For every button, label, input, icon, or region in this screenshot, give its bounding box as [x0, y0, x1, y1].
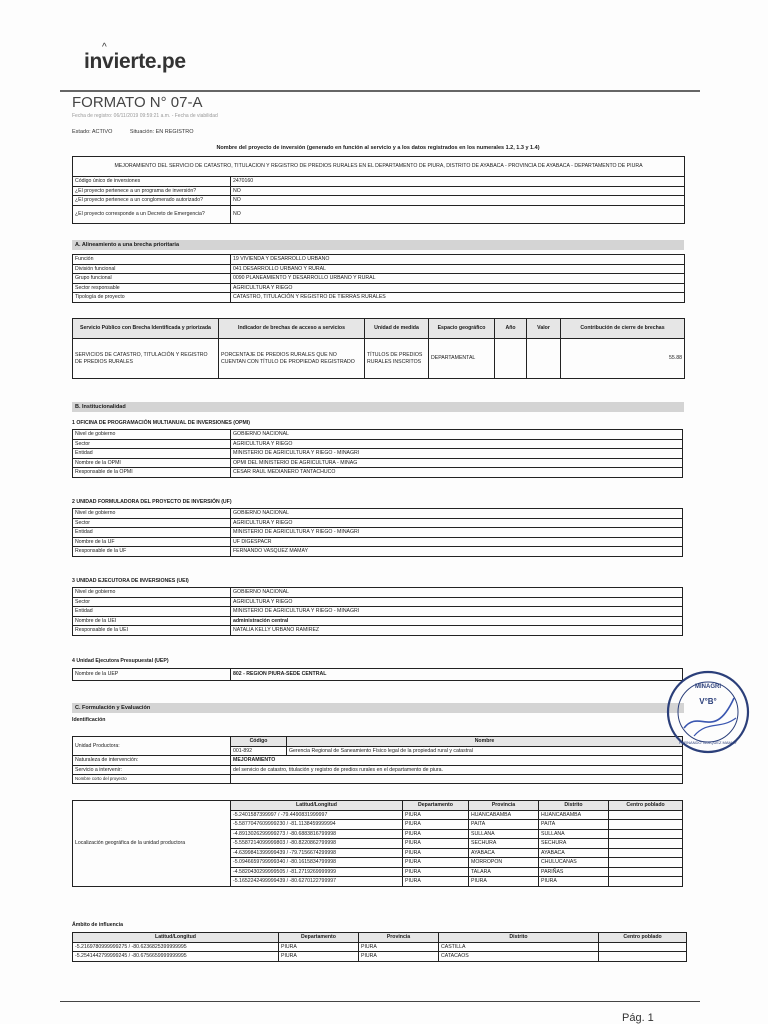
field-label: Nombre de la UEP — [73, 669, 231, 681]
provincia-cell: PAITA — [469, 820, 539, 830]
latlng-cell: -5.2401587399997 / -79.4490831999997 — [231, 810, 403, 820]
centro-poblado-cell — [609, 839, 683, 849]
registration-date: Fecha de registro: 06/11/2019 09:59:21 a.m. - Fecha de viabilidad — [72, 113, 218, 119]
location-header: Latitud/Longitud — [231, 801, 403, 811]
distrito-cell: CHULUCANAS — [539, 858, 609, 868]
field-value: AGRICULTURA Y RIEGO — [231, 439, 683, 449]
gap-header: Valor — [527, 319, 561, 339]
centro-poblado-cell — [609, 848, 683, 858]
uep-table — [72, 668, 683, 681]
field-value: administración central — [231, 616, 683, 626]
nombre-header: Nombre — [287, 737, 683, 747]
provincia-cell: TALARA — [469, 867, 539, 877]
field-label: Grupo funcional — [73, 274, 231, 284]
latlng-cell: -5.2541442799999245 / -80.6756659999999995 — [73, 952, 279, 962]
gap-header: Contribución de cierre de brechas — [561, 319, 685, 339]
centro-poblado-cell — [609, 858, 683, 868]
latlng-cell: -5.5587214099999803 / -80.8220862799998 — [231, 839, 403, 849]
gap-header: Espacio geográfico — [429, 319, 495, 339]
field-value: MINISTERIO DE AGRICULTURA Y RIEGO - MINAGRI — [231, 607, 683, 617]
gap-cell: PORCENTAJE DE PREDIOS RURALES QUE NO CUENTAN CON TÍTULO DE PROPIEDAD REGISTRADO — [219, 339, 365, 379]
field-value: AGRICULTURA Y RIEGO — [231, 518, 683, 528]
field-value: FERNANDO VASQUEZ MAMAY — [231, 547, 683, 557]
stamp-line2: V°B° — [699, 697, 717, 706]
ambito-title: Ámbito de influencia — [72, 922, 124, 928]
header-rule — [60, 90, 700, 92]
field-label: Sector — [73, 439, 231, 449]
field-label: Entidad — [73, 449, 231, 459]
field-value: 2470160 — [231, 177, 685, 187]
field-value: GOBIERNO NACIONAL — [231, 588, 683, 598]
distrito-cell: PAITA — [539, 820, 609, 830]
departamento-cell: PIURA — [279, 952, 359, 962]
codigo-header: Código — [231, 737, 287, 747]
ambito-header: Centro poblado — [599, 933, 687, 943]
project-name: MEJORAMIENTO DEL SERVICIO DE CATASTRO, TITULACION Y REGISTRO DE PREDIOS RURALES EN EL DEPARTAMENTO DE PIURA, DISTRITO DE AYABACA - PROVINCIA DE AYABACA - DEPARTAMENTO DE PIURA — [73, 157, 685, 177]
naturaleza-value: MEJORAMIENTO — [231, 756, 683, 766]
field-value: 19 VIVIENDA Y DESARROLLO URBANO — [231, 255, 685, 265]
project-name-note: Nombre del proyecto de inversión (generado en función al servicio y a los datos registrados en los numerales 1.2, 1.3 y 1.4) — [216, 145, 540, 151]
opmi-title: 1 OFICINA DE PROGRAMACIÓN MULTIANUAL DE INVERSIONES (OPMI) — [72, 420, 251, 426]
unidad-productora-label: Unidad Productora: — [73, 737, 231, 756]
centro-poblado-cell — [609, 867, 683, 877]
field-value: GOBIERNO NACIONAL — [231, 509, 683, 519]
field-label: ¿El proyecto corresponde a un Decreto de Emergencia? — [73, 205, 231, 223]
departamento-cell: PIURA — [403, 877, 469, 887]
field-value: UF DIGESPACR — [231, 537, 683, 547]
field-value: 041 DESARROLLO URBANO Y RURAL — [231, 264, 685, 274]
nombre-corto-value — [231, 775, 683, 784]
field-value: MINISTERIO DE AGRICULTURA Y RIEGO - MINAGRI — [231, 528, 683, 538]
gap-header: Unidad de medida — [365, 319, 429, 339]
ambito-header: Distrito — [439, 933, 599, 943]
provincia-cell: SULLANA — [469, 829, 539, 839]
location-header: Distrito — [539, 801, 609, 811]
ambito-table — [72, 932, 687, 962]
distrito-cell: HUANCABAMBA — [539, 810, 609, 820]
uep-title: 4 Unidad Ejecutora Presupuestal (UEP) — [72, 658, 169, 664]
ambito-header: Latitud/Longitud — [73, 933, 279, 943]
field-label: Responsable de la OPMI — [73, 468, 231, 478]
centro-poblado-cell — [609, 877, 683, 887]
provincia-cell: PIURA — [469, 877, 539, 887]
stamp-line3: FERNANDO VASQUEZ MAMAY — [679, 740, 737, 745]
field-label: División funcional — [73, 264, 231, 274]
section-c-title: C. Formulación y Evaluación — [72, 703, 684, 713]
latlng-cell: -5.1652242499999439 / -80.6270122799997 — [231, 877, 403, 887]
departamento-cell: PIURA — [403, 848, 469, 858]
field-label: Sector responsable — [73, 283, 231, 293]
field-label: Código único de inversiones — [73, 177, 231, 187]
distrito-cell: SECHURA — [539, 839, 609, 849]
field-value: 802 - REGION PIURA-SEDE CENTRAL — [231, 669, 683, 681]
field-label: Entidad — [73, 528, 231, 538]
field-label: Nombre de la OPMI — [73, 458, 231, 468]
field-value: AGRICULTURA Y RIEGO — [231, 597, 683, 607]
centro-poblado-cell — [609, 829, 683, 839]
stamp-line1: MINAGRI — [695, 684, 721, 690]
field-value: CATASTRO, TITULACIÓN Y REGISTRO DE TIERRAS RURALES — [231, 293, 685, 303]
field-label: ¿El proyecto pertenece a un programa de inversión? — [73, 186, 231, 196]
provincia-cell: SECHURA — [469, 839, 539, 849]
field-value: NATALIA KELLY URBANO RAMIREZ — [231, 626, 683, 636]
codigo-value: 001-892 — [231, 746, 287, 756]
identification-table — [72, 736, 683, 784]
ambito-header: Departamento — [279, 933, 359, 943]
distrito-cell: AYABACA — [539, 848, 609, 858]
opmi-table — [72, 429, 683, 478]
field-value: NO — [231, 205, 685, 223]
gap-cell: 55.88 — [561, 339, 685, 379]
status-line — [72, 129, 209, 135]
centro-poblado-cell — [609, 820, 683, 830]
gap-header: Servicio Público con Brecha Identificada y priorizada — [73, 319, 219, 339]
ambito-row — [73, 952, 687, 962]
logo-accent-mark: ^ — [102, 42, 107, 53]
field-label: Nivel de gobierno — [73, 509, 231, 519]
distrito-cell: SULLANA — [539, 829, 609, 839]
gap-cell: SERVICIOS DE CATASTRO, TITULACIÓN Y REGISTRO DE PREDIOS RURALES — [73, 339, 219, 379]
field-label: Tipología de proyecto — [73, 293, 231, 303]
gap-header: Año — [495, 319, 527, 339]
field-value: MINISTERIO DE AGRICULTURA Y RIEGO - MINAGRI — [231, 449, 683, 459]
provincia-cell: PIURA — [359, 942, 439, 952]
uei-title: 3 UNIDAD EJECUTORA DE INVERSIONES (UEI) — [72, 578, 189, 584]
latlng-cell: -4.5820430299999505 / -81.2719269999999 — [231, 867, 403, 877]
provincia-cell: MORROPON — [469, 858, 539, 868]
location-label: Localización geográfica de la unidad productora — [73, 801, 231, 887]
location-header: Centro poblado — [609, 801, 683, 811]
field-value: NO — [231, 186, 685, 196]
latlng-cell: -5.2169780999999275 / -80.6236825399999995 — [73, 942, 279, 952]
field-value: 0090 PLANEAMIENTO Y DESARROLLO URBANO Y RURAL — [231, 274, 685, 284]
field-value: NO — [231, 196, 685, 206]
section-b-title: B. Institucionalidad — [72, 402, 684, 412]
field-label: Sector — [73, 597, 231, 607]
departamento-cell: PIURA — [403, 858, 469, 868]
centro-poblado-cell — [599, 952, 687, 962]
footer-rule — [60, 1001, 700, 1002]
distrito-cell: PIURA — [539, 877, 609, 887]
departamento-cell: PIURA — [403, 810, 469, 820]
identificacion-label: Identificación — [72, 717, 106, 723]
naturaleza-label: Naturaleza de intervención: — [73, 756, 231, 766]
field-label: Función — [73, 255, 231, 265]
field-label: Nivel de gobierno — [73, 430, 231, 440]
servicio-value: del servicio de catastro, titulación y registro de predios rurales en el departamento de piura. — [231, 765, 683, 775]
field-label: Responsable de la UF — [73, 547, 231, 557]
gap-table — [72, 318, 685, 379]
field-value: OPMI DEL MINISTERIO DE AGRICULTURA - MINAG — [231, 458, 683, 468]
location-header: Departamento — [403, 801, 469, 811]
official-stamp — [664, 668, 752, 756]
situacion-text: Situación: EN REGISTRO — [129, 129, 194, 135]
uf-title: 2 UNIDAD FORMULADORA DEL PROYECTO DE INVERSIÓN (UF) — [72, 499, 232, 505]
gap-cell: TÍTULOS DE PREDIOS RURALES INSCRITOS — [365, 339, 429, 379]
field-value: GOBIERNO NACIONAL — [231, 430, 683, 440]
section-a-table — [72, 254, 685, 303]
project-table — [72, 156, 685, 224]
latlng-cell: -4.8913026299999273 / -80.6883816799998 — [231, 829, 403, 839]
gap-cell — [495, 339, 527, 379]
field-label: Nombre de la UF — [73, 537, 231, 547]
distrito-cell: CASTILLA — [439, 942, 599, 952]
provincia-cell: PIURA — [359, 952, 439, 962]
field-label: Nivel de gobierno — [73, 588, 231, 598]
field-label: Nombre de la UEI — [73, 616, 231, 626]
gap-header: Indicador de brechas de acceso a servicios — [219, 319, 365, 339]
uei-table — [72, 587, 683, 636]
centro-poblado-cell — [609, 810, 683, 820]
nombre-value: Gerencia Regional de Saneamiento Físico legal de la propiedad rural y catastral — [287, 746, 683, 756]
departamento-cell: PIURA — [403, 867, 469, 877]
departamento-cell: PIURA — [403, 829, 469, 839]
gap-cell — [527, 339, 561, 379]
provincia-cell: AYABACA — [469, 848, 539, 858]
distrito-cell: CATACAOS — [439, 952, 599, 962]
centro-poblado-cell — [599, 942, 687, 952]
departamento-cell: PIURA — [403, 820, 469, 830]
ambito-header: Provincia — [359, 933, 439, 943]
page-number: Pág. 1 — [622, 1012, 654, 1024]
latlng-cell: -5.5877047609999230 / -81.1138459999994 — [231, 820, 403, 830]
field-label: Sector — [73, 518, 231, 528]
invierte-logo: invierte.pe — [84, 50, 186, 73]
gap-cell: DEPARTAMENTAL — [429, 339, 495, 379]
nombre-corto-label: Nombre corto del proyecto — [73, 775, 231, 784]
servicio-label: Servicio a intervenir: — [73, 765, 231, 775]
form-title: FORMATO N° 07-A — [72, 94, 203, 111]
distrito-cell: PARIÑAS — [539, 867, 609, 877]
field-label: Responsable de la UEI — [73, 626, 231, 636]
uf-table — [72, 508, 683, 557]
field-value: AGRICULTURA Y RIEGO — [231, 283, 685, 293]
field-label: ¿El proyecto pertenece a un conglomerado autorizado? — [73, 196, 231, 206]
location-header: Provincia — [469, 801, 539, 811]
estado-text: Estado: ACTIVO — [72, 129, 113, 135]
field-value: CESAR RAUL MEDIANERO TANTACHUCO — [231, 468, 683, 478]
field-label: Entidad — [73, 607, 231, 617]
provincia-cell: HUANCABAMBA — [469, 810, 539, 820]
latlng-cell: -4.6399841399999439 / -79.7156674299998 — [231, 848, 403, 858]
location-table — [72, 800, 683, 887]
ambito-row — [73, 942, 687, 952]
section-a-title: A. Alineamiento a una brecha prioritaria — [72, 240, 684, 250]
departamento-cell: PIURA — [279, 942, 359, 952]
departamento-cell: PIURA — [403, 839, 469, 849]
latlng-cell: -5.0946659799999340 / -80.1615834799998 — [231, 858, 403, 868]
